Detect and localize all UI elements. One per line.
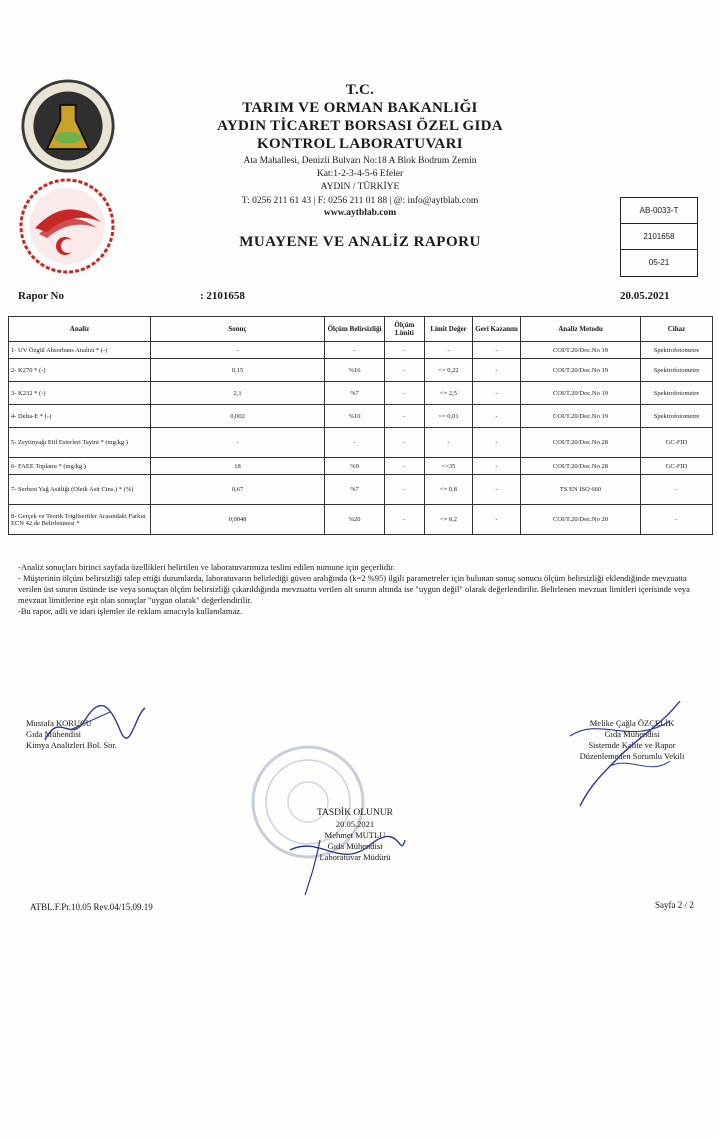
- th-cihaz: Cihaz: [641, 317, 713, 342]
- analysis-results-table: [8, 316, 713, 535]
- table-row: [9, 405, 713, 428]
- header-website: www.aytblab.com: [323, 208, 397, 218]
- cell-olcum-belirsizligi: %16: [325, 359, 385, 382]
- form-reference: ATBL.F.Pr.10.05 Rev.04/15.09.19: [30, 902, 153, 912]
- cell-analiz-metodu: COI/T.20/Doc.No 19: [521, 342, 641, 359]
- table-row: [9, 505, 713, 535]
- handwritten-signature-right: [560, 696, 700, 816]
- cell-cihaz: GC-FID: [641, 428, 713, 458]
- cell-limit-deger: -: [425, 428, 473, 458]
- cell-cihaz: -: [641, 475, 713, 505]
- cell-limit-deger: <=35: [425, 458, 473, 475]
- cell-sonuc: 2,1: [151, 382, 325, 405]
- code-box-period: 05-21: [648, 258, 670, 267]
- header-lab-line2: KONTROL LABORATUVARI: [257, 136, 463, 152]
- header-ministry: TARIM VE ORMAN BAKANLIĞI: [242, 100, 478, 116]
- header-city: AYDIN / TÜRKİYE: [320, 182, 400, 192]
- cell-olcum-belirsizligi: -: [325, 428, 385, 458]
- header-contact: T: 0256 211 61 43 | F: 0256 211 01 88 | @: info@aytblab.com: [241, 196, 479, 206]
- cell-geri-kazanim: -: [473, 405, 521, 428]
- borsa-logo: [20, 78, 116, 174]
- note-item: -Analiz sonuçları birinci sayfada özellikleri belirtilen ve laboratuvarımıza teslim edilen numune için geçerlidir.: [18, 562, 395, 572]
- cell-cihaz: -: [641, 505, 713, 535]
- signer-name: Mustafa KORUCU: [26, 718, 92, 728]
- signer-title: Gıda Mühendisi: [26, 729, 82, 739]
- cell-limit-deger: <= 0,2: [425, 505, 473, 535]
- cell-sonuc: 0,15: [151, 359, 325, 382]
- cell-olcum-limiti: -: [385, 405, 425, 428]
- cell-analiz-metodu: COI/T.20/Doc.No 19: [521, 359, 641, 382]
- document-code-box: [620, 197, 698, 277]
- cell-analiz: 2- K270 * (-): [9, 359, 151, 382]
- cell-limit-deger: -: [425, 342, 473, 359]
- cell-limit-deger: <= 0,01: [425, 405, 473, 428]
- table-row: [9, 475, 713, 505]
- cell-sonuc: -: [151, 428, 325, 458]
- header-lab-line1: AYDIN TİCARET BORSASI ÖZEL GIDA: [217, 118, 503, 134]
- cell-cihaz: Spektrofotometre: [641, 405, 713, 428]
- cell-olcum-belirsizligi: %7: [325, 475, 385, 505]
- cell-sonuc: 0,002: [151, 405, 325, 428]
- signer-name: Melike Çağla ÖZÇELİK: [589, 718, 675, 728]
- header-tc: T.C.: [345, 82, 375, 98]
- cell-olcum-limiti: -: [385, 428, 425, 458]
- cell-analiz-metodu: COI/T.20/Doc.No 19: [521, 382, 641, 405]
- cell-geri-kazanim: -: [473, 382, 521, 405]
- page-number: Sayfa 2 / 2: [655, 900, 694, 910]
- table-row: [9, 342, 713, 359]
- cell-analiz-metodu: COI/T.20/Doc.No 28: [521, 428, 641, 458]
- signer-name: Mehmet MUTLU: [324, 830, 386, 840]
- th-analiz: Analiz: [9, 317, 151, 342]
- cell-sonuc: -: [151, 342, 325, 359]
- cell-olcum-limiti: -: [385, 359, 425, 382]
- th-olcum-limiti: Ölçüm Limiti: [385, 317, 425, 342]
- th-limit-deger: Limit Değer: [425, 317, 473, 342]
- cell-analiz: 6- FAEE Toplamı * (mg/kg ): [9, 458, 151, 475]
- report-notes: [18, 562, 708, 617]
- cell-cihaz: Spektrofotometre: [641, 359, 713, 382]
- cell-limit-deger: <= 0,22: [425, 359, 473, 382]
- cell-cihaz: GC-FID: [641, 458, 713, 475]
- cell-olcum-belirsizligi: %7: [325, 382, 385, 405]
- signer-role: Laboratuvar Müdürü: [319, 852, 391, 862]
- cell-sonuc: 18: [151, 458, 325, 475]
- code-box-report-number: 2101658: [621, 224, 697, 250]
- signer-title: Gıda Mühendisi: [327, 841, 383, 851]
- table-row: [9, 382, 713, 405]
- cell-analiz: 4- Delta-E * (-): [9, 405, 151, 428]
- signer-role-2: Düzenlemeden Sorumlu Vekili: [579, 751, 685, 761]
- cell-analiz: 8- Gerçek ve Teorik Trigliseritler Arasındaki Farkın ECN 42 de Belirlenmesi *: [9, 505, 151, 535]
- cell-analiz: 5- Zeytinyağı Etil Esterleri Tayini * (mg/kg ): [9, 428, 151, 458]
- cell-olcum-belirsizligi: -: [325, 342, 385, 359]
- cell-limit-deger: <= 2,5: [425, 382, 473, 405]
- cell-olcum-limiti: -: [385, 475, 425, 505]
- cell-olcum-limiti: -: [385, 505, 425, 535]
- cell-olcum-limiti: -: [385, 342, 425, 359]
- header-address2: Kat:1-2-3-4-5-6 Efeler: [316, 169, 404, 179]
- table-header-row: [9, 317, 713, 342]
- cell-olcum-limiti: -: [385, 458, 425, 475]
- cell-cihaz: Spektrofotometre: [641, 382, 713, 405]
- cell-olcum-belirsizligi: %20: [325, 505, 385, 535]
- cell-analiz-metodu: COI/T.20/Doc.No 19: [521, 405, 641, 428]
- signer-role: Sistemde Kalite ve Rapor: [588, 740, 676, 750]
- th-analiz-metodu: Analiz Metodu: [521, 317, 641, 342]
- table-row: [9, 428, 713, 458]
- approval-heading: TASDİK OLUNUR: [316, 808, 394, 818]
- cell-analiz: 7- Serbest Yağ Asitliği (Oleik Asit Cins.) * (%): [9, 475, 151, 505]
- note-item: - Müşterinin ölçüm belirsizliği talep ettiği durumlarda, laboratuvarın belirlediği güven aralığında (k=2 %95) ilgili parametreler için bulunan sonuç sonucu ölçüm belirsizliği eklendiğinde mevzuatta verilen üst sınırın üstünde ise veya sonuçtan ölçüm belirsizliği çıkarıldığında mevzuatta verilen alt sınırın altında ise "uygun değil" olarak değerlendirilir. Belirlenen mevzuat limitleri içerisinde veya mevzuat limitlerine eşit olan sonuçlar "uygun olarak" değerlendirilir.: [18, 573, 690, 605]
- th-sonuc: Sonuç: [151, 317, 325, 342]
- handwritten-signature-left: [40, 700, 150, 750]
- ministry-logo: [17, 176, 117, 276]
- cell-analiz-metodu: COI/T.20/Doc.No 28: [521, 458, 641, 475]
- cell-analiz-metodu: TS EN ISO 660: [521, 475, 641, 505]
- th-olcum-belirsizligi: Ölçüm Belirsizliği: [325, 317, 385, 342]
- cell-cihaz: Spektrofotometre: [641, 342, 713, 359]
- header-address1: Ata Mahallesi, Denizli Bulvarı No:18 A Blok Bodrum Zemin: [243, 156, 477, 166]
- signer-title: Gıda Mühendisi: [604, 729, 660, 739]
- code-box-form-code: AB-0033-T: [621, 198, 697, 224]
- cell-limit-deger: <= 0,8: [425, 475, 473, 505]
- cell-geri-kazanim: -: [473, 342, 521, 359]
- cell-geri-kazanim: -: [473, 475, 521, 505]
- cell-olcum-belirsizligi: %10: [325, 405, 385, 428]
- cell-sonuc: 0,67: [151, 475, 325, 505]
- rapor-no-value: : 2101658: [200, 290, 245, 302]
- approval-date: 20.05.2021: [335, 819, 375, 829]
- cell-analiz-metodu: COI/T.20/Doc.No 20: [521, 505, 641, 535]
- cell-geri-kazanim: -: [473, 505, 521, 535]
- report-title: MUAYENE VE ANALİZ RAPORU: [239, 234, 481, 250]
- cell-geri-kazanim: -: [473, 359, 521, 382]
- cell-analiz: 1- UV Özgül Absorbans Analizi * (-): [9, 342, 151, 359]
- cell-analiz: 3- K232 * (-): [9, 382, 151, 405]
- th-geri-kazanim: Geri Kazanım: [473, 317, 521, 342]
- rapor-no-label: Rapor No: [18, 290, 64, 302]
- note-item: -Bu rapor, adli ve idari işlemler ile reklam amacıyla kullanılamaz.: [18, 606, 243, 616]
- report-date: 20.05.2021: [620, 290, 670, 302]
- cell-olcum-limiti: -: [385, 382, 425, 405]
- handwritten-signature-center: [280, 830, 410, 900]
- cell-geri-kazanim: -: [473, 458, 521, 475]
- table-row: [9, 458, 713, 475]
- cell-sonuc: 0,0048: [151, 505, 325, 535]
- cell-olcum-belirsizligi: %9: [325, 458, 385, 475]
- table-row: [9, 359, 713, 382]
- cell-geri-kazanim: -: [473, 428, 521, 458]
- signer-role: Kimya Analizleri Bol. Sor.: [26, 740, 117, 750]
